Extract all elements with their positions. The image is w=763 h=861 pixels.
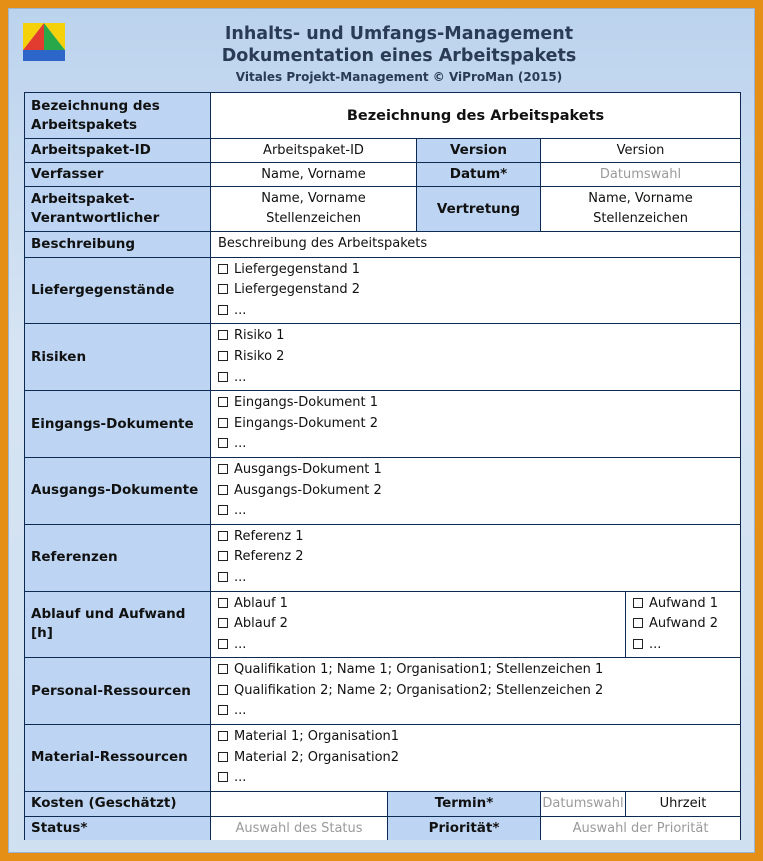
kosten-label: Kosten (Geschätzt)	[25, 791, 211, 816]
termin-date-picker[interactable]: Datumswahl	[541, 791, 626, 816]
list-item: Ablauf 2	[218, 614, 618, 635]
termin-time-picker[interactable]: Uhrzeit	[626, 791, 741, 816]
checkbox[interactable]	[218, 772, 228, 782]
checkbox[interactable]	[218, 618, 228, 628]
checkbox[interactable]	[633, 639, 643, 649]
liefer-label: Liefergegenstände	[25, 257, 211, 324]
checkbox[interactable]	[218, 505, 228, 515]
status-select[interactable]: Auswahl des Status	[211, 816, 388, 840]
subtitle: Vitales Projekt-Management © ViProMan (2015)	[235, 70, 563, 84]
list-item: ...	[218, 434, 733, 455]
risiken-label: Risiken	[25, 324, 211, 391]
list-item: Qualifikation 2; Name 2; Organisation2; Stellenzeichen 2	[218, 681, 733, 702]
eingang-list	[211, 391, 741, 458]
version-label: Version	[417, 139, 541, 163]
checkbox[interactable]	[218, 372, 228, 382]
list-item: ...	[218, 768, 733, 789]
verantw-name: Name, Vorname	[261, 191, 366, 206]
title-line-2: Dokumentation eines Arbeitspakets	[221, 46, 577, 66]
checkbox[interactable]	[218, 330, 228, 340]
checkbox[interactable]	[633, 598, 643, 608]
checkbox[interactable]	[218, 438, 228, 448]
verantw-stellenzeichen: Stellenzeichen	[266, 211, 361, 226]
list-item: Eingangs-Dokument 1	[218, 393, 733, 414]
verfasser-label: Verfasser	[25, 163, 211, 187]
checkbox[interactable]	[218, 551, 228, 561]
list-item: Risiko 2	[218, 347, 733, 368]
list-item: Qualifikation 1; Name 1; Organisation1; Stellenzeichen 1	[218, 660, 733, 681]
checkbox[interactable]	[218, 731, 228, 741]
checkbox[interactable]	[218, 639, 228, 649]
work-package-form	[24, 92, 741, 840]
list-item: ...	[218, 368, 733, 389]
ausgang-label: Ausgangs-Dokumente	[25, 457, 211, 524]
kosten-input[interactable]	[211, 791, 388, 816]
checkbox[interactable]	[218, 284, 228, 294]
checkbox[interactable]	[218, 752, 228, 762]
list-item: Aufwand 1	[633, 594, 733, 615]
prio-label: Priorität*	[388, 816, 541, 840]
list-item: Liefergegenstand 2	[218, 280, 733, 301]
list-item: Material 2; Organisation2	[218, 748, 733, 769]
list-item: Risiko 1	[218, 326, 733, 347]
personal-label: Personal-Ressourcen	[25, 658, 211, 725]
ablauf-label: Ablauf und Aufwand [h]	[25, 591, 211, 658]
list-item: Liefergegenstand 1	[218, 260, 733, 281]
bez-label: Bezeichnung des Arbeitspakets	[25, 93, 211, 139]
beschreibung-input[interactable]: Beschreibung des Arbeitspakets	[211, 232, 741, 258]
vertretung-label: Vertretung	[417, 187, 541, 232]
verfasser-input[interactable]: Name, Vorname	[211, 163, 417, 187]
checkbox[interactable]	[218, 418, 228, 428]
ablauf-list	[211, 591, 626, 658]
verantw-input[interactable]	[211, 187, 417, 232]
beschreibung-label: Beschreibung	[25, 232, 211, 258]
list-item: Ausgangs-Dokument 2	[218, 481, 733, 502]
version-input[interactable]: Version	[541, 139, 741, 163]
checkbox[interactable]	[218, 705, 228, 715]
list-item: ...	[218, 568, 733, 589]
vertretung-name: Name, Vorname	[588, 191, 693, 206]
list-item: Referenz 1	[218, 527, 733, 548]
termin-label: Termin*	[388, 791, 541, 816]
checkbox[interactable]	[218, 264, 228, 274]
list-item: Ablauf 1	[218, 594, 618, 615]
title-line-1: Inhalts- und Umfangs-Management	[224, 24, 574, 44]
checkbox[interactable]	[218, 351, 228, 361]
checkbox[interactable]	[218, 305, 228, 315]
list-item: Referenz 2	[218, 547, 733, 568]
verantw-label: Arbeitspaket-Verantwortlicher	[25, 187, 211, 232]
id-input[interactable]: Arbeitspaket-ID	[211, 139, 417, 163]
vertretung-stellenzeichen: Stellenzeichen	[593, 211, 688, 226]
checkbox[interactable]	[218, 598, 228, 608]
list-item: Material 1; Organisation1	[218, 727, 733, 748]
personal-list	[211, 658, 741, 725]
ausgang-list	[211, 457, 741, 524]
page-frame	[8, 8, 755, 853]
checkbox[interactable]	[218, 397, 228, 407]
material-list	[211, 725, 741, 792]
list-item: Ausgangs-Dokument 1	[218, 460, 733, 481]
referenzen-list	[211, 524, 741, 591]
datum-label: Datum*	[417, 163, 541, 187]
list-item: Aufwand 2	[633, 614, 733, 635]
prio-select[interactable]: Auswahl der Priorität	[541, 816, 741, 840]
risiken-list	[211, 324, 741, 391]
list-item: ...	[633, 635, 733, 656]
list-item: ...	[218, 301, 733, 322]
status-label: Status*	[25, 816, 211, 840]
referenzen-label: Referenzen	[25, 524, 211, 591]
list-item: ...	[218, 701, 733, 722]
list-item: Eingangs-Dokument 2	[218, 414, 733, 435]
checkbox[interactable]	[218, 485, 228, 495]
eingang-label: Eingangs-Dokumente	[25, 391, 211, 458]
checkbox[interactable]	[218, 572, 228, 582]
checkbox[interactable]	[218, 685, 228, 695]
logo-icon	[23, 23, 65, 61]
document-header	[159, 23, 639, 86]
liefer-list	[211, 257, 741, 324]
checkbox[interactable]	[218, 664, 228, 674]
checkbox[interactable]	[218, 464, 228, 474]
aufwand-list	[626, 591, 741, 658]
material-label: Material-Ressourcen	[25, 725, 211, 792]
bez-input[interactable]: Bezeichnung des Arbeitspakets	[211, 93, 741, 139]
list-item: ...	[218, 635, 618, 656]
list-item: ...	[218, 501, 733, 522]
checkbox[interactable]	[633, 618, 643, 628]
id-label: Arbeitspaket-ID	[25, 139, 211, 163]
checkbox[interactable]	[218, 531, 228, 541]
datum-picker[interactable]: Datumswahl	[541, 163, 741, 187]
vertretung-input[interactable]	[541, 187, 741, 232]
